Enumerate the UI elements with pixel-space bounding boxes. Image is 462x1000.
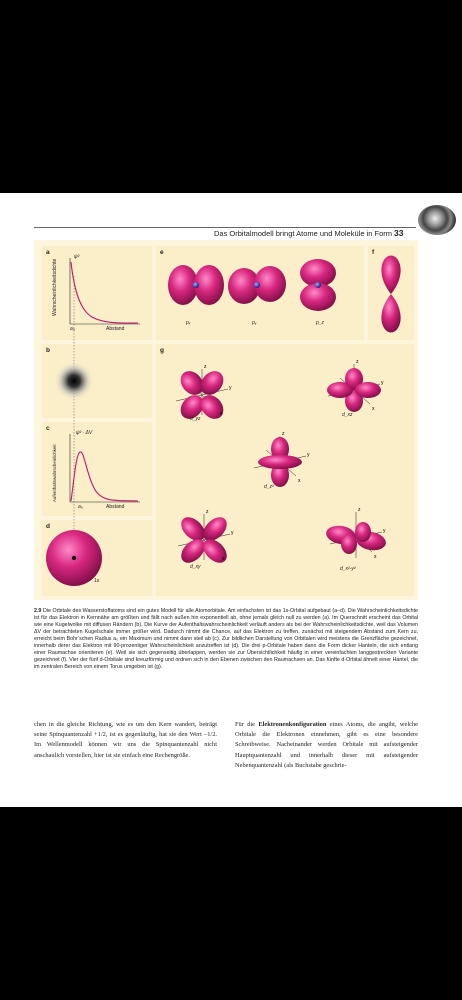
body-text-rest: eines Atoms, die angibt, welche Orbitale die Elektronen einnehmen, gibt es eine besondere Schreibweise. Nacheinander werden Orbitale mit aufsteigender Hauptquantenzahl und innerhalb dieser mit aufsteigender Nebenquantenzahl (als Buchstabe geschrie- (235, 721, 418, 769)
density-curve (71, 262, 138, 323)
orbital-label-dxz: d_xz (342, 412, 353, 418)
svg-text:z: z (358, 507, 361, 513)
svg-text:z: z (356, 359, 359, 365)
radial-probability-curve (71, 452, 138, 501)
panel-a-curve-label: ψ² (74, 254, 80, 260)
svg-text:z: z (204, 364, 207, 370)
panel-a-ylabel: Wahrscheinlichkeitsdichte (52, 258, 58, 316)
orbital-label-px: pₓ (186, 320, 191, 326)
header-rule (34, 227, 416, 228)
dxz-orbital (327, 359, 384, 412)
panel-f-label: f (372, 249, 375, 256)
panel-e-label: e (160, 249, 164, 256)
panel-c-plot (70, 434, 140, 502)
body-column-right (235, 720, 418, 771)
orbital-label-1s: 1s (94, 578, 100, 584)
panel-d-label: d (46, 523, 50, 530)
svg-text:x: x (222, 556, 225, 562)
caption-text: Die Orbitale des Wasserstoffatoms sind ein gutes Modell für alle Atomorbitale. Am einfachsten ist das 1s-Orbital aufgebaut (a–d). Die Wahrscheinlichkeitsdichte ist für das Elektron in Kernnähe am größten und fällt nach außen hin exponentiell ab, ohne jemals gleich null zu werden (a). Im Querschnitt erscheint das Orbital wie eine Kugelwolke mit diffusen Rändern (b). Die Kurve der Aufenthaltswahrscheinlichkeit verläuft anders als bei der Wahrscheinlichkeitsdichte, weil das Volumen ΔV der betrachteten Kugelschale immer größer wird. Dadurch nimmt die Chance, auf das Elektron zu treffen, zunächst mit steigendem Abstand zum Kern zu, erreicht beim Bohr’schen Radius a₀ ein Maximum und nimmt dann steil ab (c). Zur bildlichen Darstellung von Orbitalen wird meistens die Grenzfläche gezeichnet, innerhalb derer das Elektron mit 90-prozentiger Wahrscheinlichkeit anzutreffen ist (d). Die drei p-Orbitale haben dann die Form dicker Hanteln, die sich entlang einer Raumachse orientieren (e). Weil sie sich gegenseitig überlappen, werden sie zur Übersichtlichkeit häufig in einer vereinfachten langgestreckten Variante gezeichnet (f). Vier der fünf d-Orbitale sind kreuzförmig und ordnen sich in den Ebenen zwischen den Raumachsen an. Das fünfte d-Orbital ähnelt einer Hantel, die im zentralen Bereich von einem Torus umgeben ist (g). (34, 608, 418, 671)
chapter-thumbnail-image (418, 205, 456, 235)
dx2y2-orbital (325, 507, 388, 560)
svg-text:z: z (206, 509, 209, 515)
running-title: Das Orbitalmodell bringt Atome und Moleküle in Form (214, 229, 392, 238)
panel-a-x-tick: a₀ (70, 326, 75, 332)
panel-b-label: b (46, 347, 50, 354)
orbital-label-dz2: d_z² (264, 484, 274, 490)
panel-a-xlabel: Abstand (106, 326, 125, 332)
px-orbital (168, 265, 224, 305)
svg-text:y: y (231, 530, 234, 536)
py-orbital (228, 266, 286, 304)
svg-text:y: y (383, 528, 386, 534)
dz2-orbital (254, 431, 310, 487)
panel-c-ylabel: Aufenthaltswahrscheinlichkeit (52, 444, 57, 502)
svg-text:x: x (374, 554, 377, 560)
svg-text:z: z (282, 431, 285, 437)
svg-text:y: y (381, 380, 384, 386)
svg-text:x: x (298, 478, 301, 484)
dyz-orbital (176, 364, 232, 423)
body-text-start: Für die (235, 721, 259, 728)
orbital-label-py: pᵧ (252, 320, 257, 326)
figure-caption (34, 608, 418, 671)
svg-text:x: x (220, 411, 223, 417)
page-number: 33 (394, 228, 404, 238)
panel-c-label: c (46, 425, 50, 432)
dxy-orbital (177, 509, 234, 567)
term-elektronenkonfiguration: Elektronenkonfiguration (258, 721, 327, 728)
pz-orbital (300, 259, 336, 311)
panel-c-x-tick: a₀ (78, 504, 83, 510)
orbital-label-dyz: d_yz (190, 416, 201, 422)
figure-artwork (34, 240, 418, 600)
page-header (0, 207, 462, 238)
nucleus (72, 556, 76, 560)
s-orbital-cross-section (54, 361, 94, 401)
svg-text:x: x (372, 406, 375, 412)
simplified-p-orbital (381, 256, 400, 333)
panel-a-label: a (46, 249, 50, 256)
panel-c-xlabel: Abstand (106, 504, 125, 510)
panel-c-curve-label: ψ² · ΔV (76, 430, 93, 436)
book-page (0, 193, 462, 807)
panel-g-label: g (160, 347, 164, 354)
orbital-label-pz: p_z (316, 320, 325, 326)
svg-text:y: y (307, 452, 310, 458)
figure-number: 2.9 (34, 608, 42, 614)
orbital-label-dx2y2: d_x²-y² (340, 566, 356, 572)
figure-2-9 (34, 240, 418, 600)
body-column-left: chen in die gleiche Richtung, wie es um den Kern wandert, beträgt seine Spinquantenzahl +1/2, ist es gegenläufig, hat sie den Wert –1/2. Im Wellenmodell können wir uns die Spinquantenzahl nicht anschaulich vorstellen, hier ist sie einfach eine Rechengröße. (34, 721, 217, 759)
orbital-label-dxy: d_xy (190, 564, 201, 570)
panel-a-plot (70, 258, 140, 324)
svg-text:y: y (229, 385, 232, 391)
